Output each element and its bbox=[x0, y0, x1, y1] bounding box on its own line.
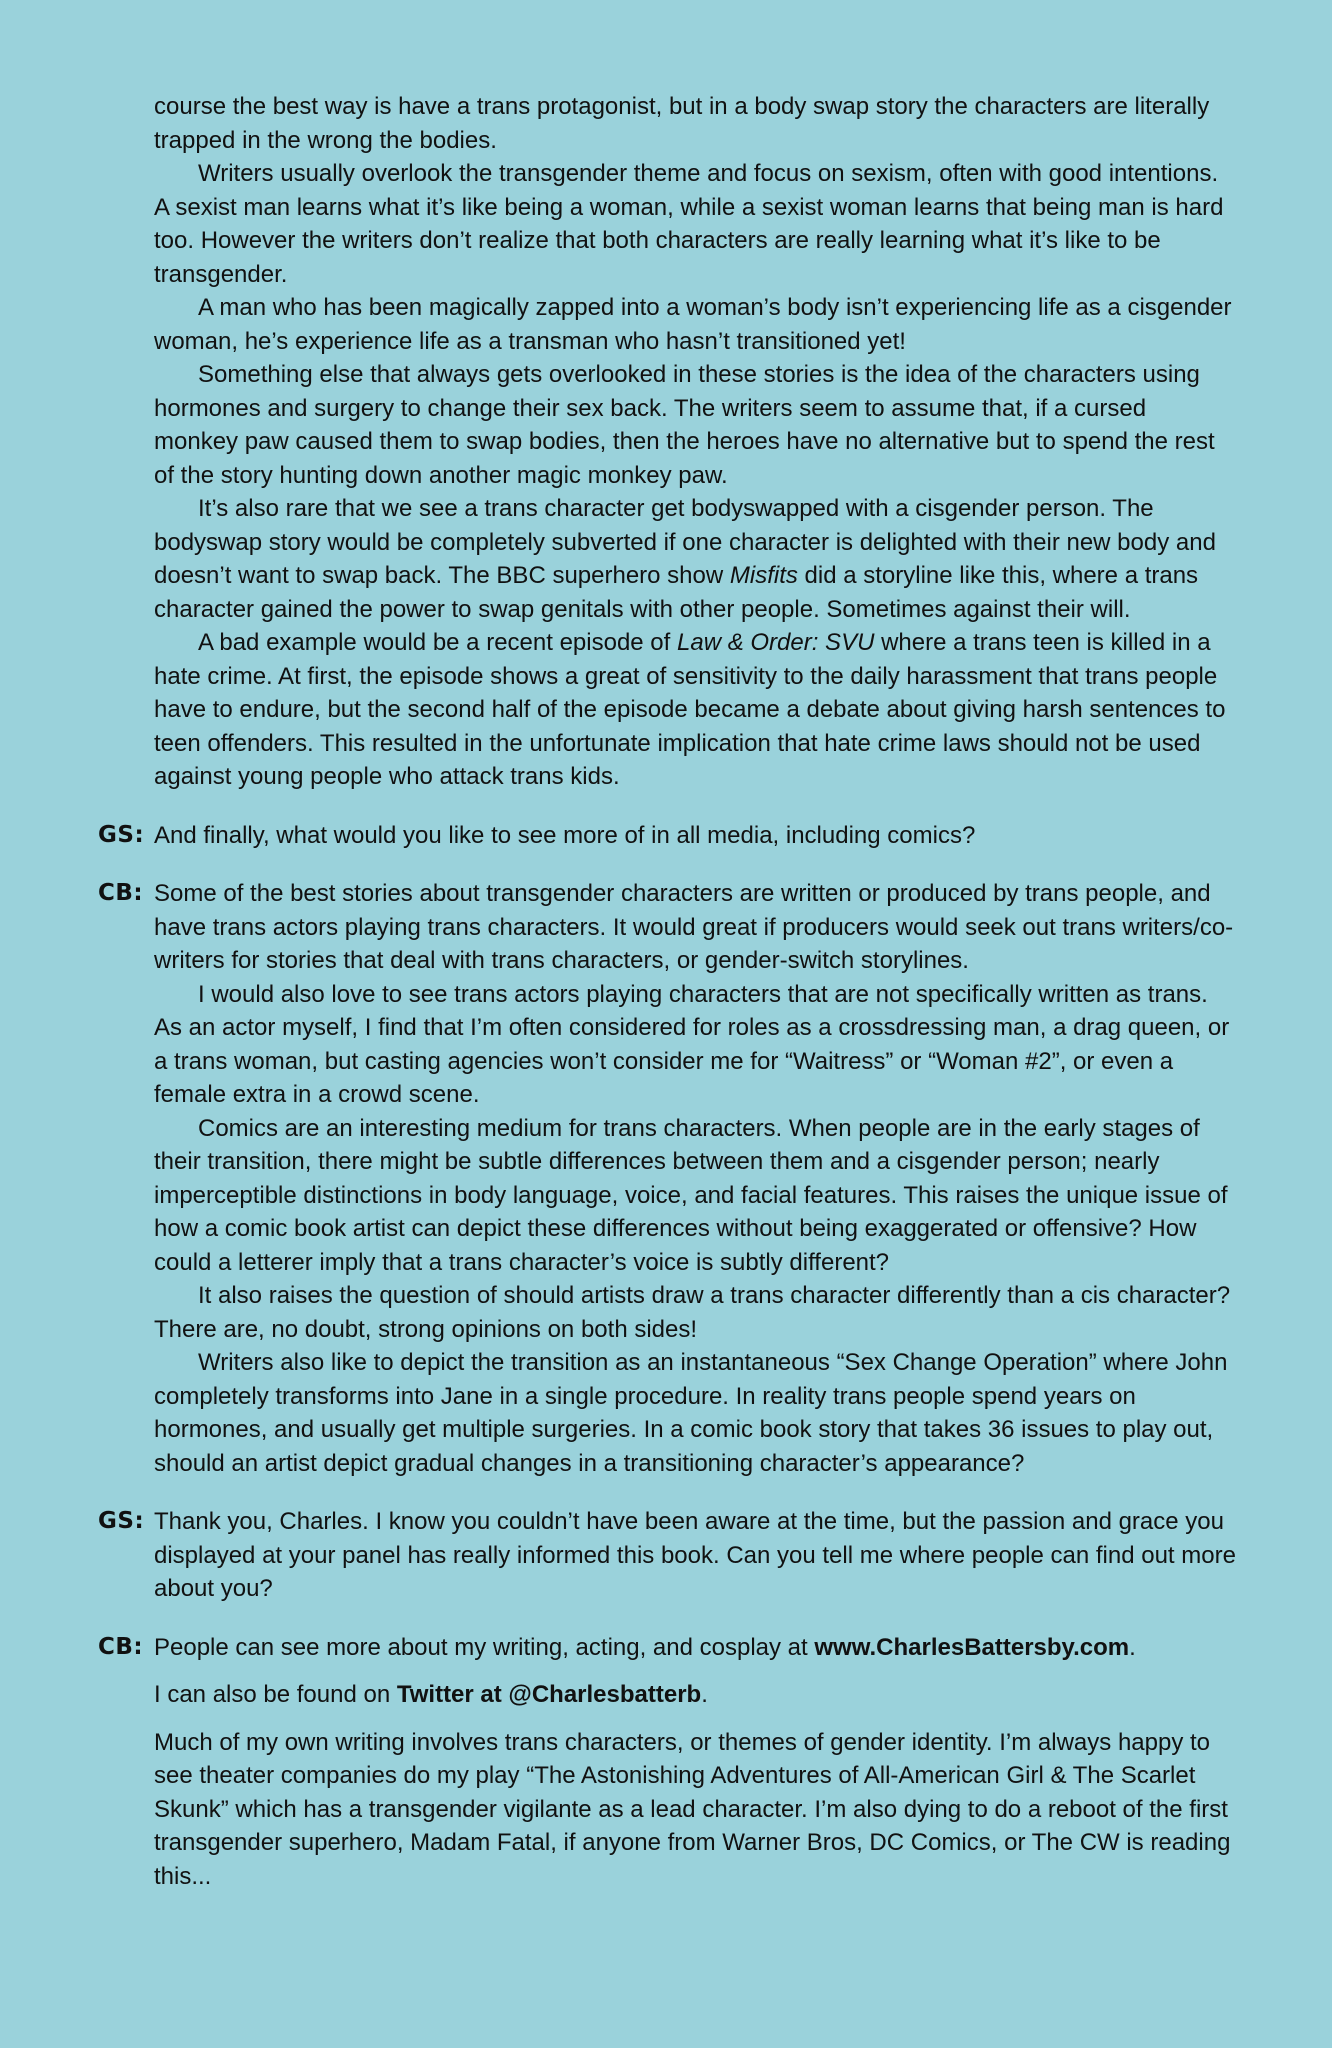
paragraph-text: where a trans teen is killed in a hate crime. At first, the episode shows a great of sensitivity to the daily harassment that trans people have to endure, but the second half of the episode became a debate about giving harsh sentences to teen offenders. This resulted in the unfortunate implication that hate crime laws should not be used against young people who attack trans kids. bbox=[154, 629, 1226, 790]
paragraph: I would also love to see trans actors playing characters that are not specifically written as trans. As an actor myself, I find that I’m often considered for roles as a crossdressing man, a drag queen, or a trans woman, but casting agencies won’t consider me for “Waitress” or “Woman #2”, or even a female extra in a crowd scene. bbox=[154, 980, 1230, 1108]
website-link[interactable]: www.CharlesBattersby.com bbox=[814, 1633, 1130, 1661]
intro-answer-continuation bbox=[0, 90, 1332, 794]
paragraph: course the best way is have a trans protagonist, but in a body swap story the characters are literally trapped in the wrong the bodies. bbox=[154, 93, 1210, 154]
paragraph-text: . bbox=[1129, 1633, 1136, 1661]
show-title: Misfits bbox=[729, 562, 798, 589]
speaker-label: GS: bbox=[98, 1508, 145, 1534]
paragraph-text: It’s also rare that we see a trans character get bodyswapped with a cisgender person. The bodyswap story would be completely subverted if one character is delighted with their new body and doesn’t want to swap back. The BBC superhero show bbox=[154, 495, 1216, 589]
paragraph: Much of my own writing involves trans characters, or themes of gender identity. I’m always happy to see theater companies do my play “The Astonishing Adventures of All-American Girl & The Scarlet Skunk” which has a transgender vigilante as a lead character. I’m also dying to do a reboot of the first transgender superhero, Madam Fatal, if anyone from Warner Bros, DC Comics, or The CW is reading this... bbox=[154, 1728, 1231, 1890]
paragraph-text: did a storyline like this, where a trans character gained the power to swap genitals with other people. Sometimes against their will. bbox=[154, 562, 1199, 623]
question-block bbox=[0, 819, 1332, 853]
paragraph: It also raises the question of should artists draw a trans character differently than a cis character? There are, no doubt, strong opinions on both sides! bbox=[154, 1282, 1231, 1343]
paragraph-text: People can see more about my writing, acting, and cosplay at bbox=[154, 1633, 815, 1661]
paragraph: Comics are an interesting medium for trans characters. When people are in the early stages of their transition, there might be subtle differences between them and a cisgender person; nearly imperceptible distinctions in body language, voice, and facial features. This raises the unique issue of how a comic book artist can depict these differences without being exaggerated or offensive? How could a letterer imply that a trans character’s voice is subtly different? bbox=[154, 1114, 1228, 1276]
paragraph-text: I can also be found on bbox=[154, 1681, 397, 1708]
question-text: And finally, what would you like to see more of in all media, including comics? bbox=[154, 821, 976, 849]
answer-block bbox=[0, 1631, 1332, 1894]
question-block bbox=[0, 1505, 1332, 1606]
paragraph bbox=[154, 492, 1236, 626]
question-text: Thank you, Charles. I know you couldn’t have been aware at the time, but the passion and grace you displayed at your panel has really informed this book. Can you tell me where people can find out more about you? bbox=[154, 1508, 1236, 1602]
paragraph: A man who has been magically zapped into a woman’s body isn’t experiencing life as a cisgender woman, he’s experience life as a transman who hasn’t transitioned yet! bbox=[154, 294, 1232, 355]
twitter-link[interactable]: Twitter at @Charlesbatterb bbox=[396, 1681, 702, 1708]
paragraph-text: A bad example would be a recent episode of bbox=[198, 629, 677, 656]
paragraph bbox=[154, 626, 1236, 794]
paragraph bbox=[154, 1631, 1236, 1665]
paragraph: Something else that always gets overlooked in these stories is the idea of the characters using hormones and surgery to change their sex back. The writers seem to assume that, if a cursed monkey paw caused them to swap bodies, then the heroes have no alternative but to spend the rest of the story hunting down another magic monkey paw. bbox=[154, 361, 1215, 489]
paragraph bbox=[154, 1678, 1236, 1712]
speaker-label: GS: bbox=[98, 821, 145, 848]
paragraph: Some of the best stories about transgender characters are written or produced by trans people, and have trans actors playing trans characters. It would great if producers would seek out trans writers/co-writers for stories that deal with trans characters, or gender-switch storylines. bbox=[154, 880, 1234, 974]
answer-block bbox=[0, 877, 1332, 1480]
speaker-label: CB: bbox=[98, 1633, 144, 1660]
paragraph-text: . bbox=[701, 1681, 708, 1708]
speaker-label: CB: bbox=[98, 880, 144, 906]
paragraph: Writers also like to depict the transition as an instantaneous “Sex Change Operation” where John completely transforms into Jane in a single procedure. In reality trans people spend years on hormones, and usually get multiple surgeries. In a comic book story that takes 36 issues to play out, should an artist depict gradual changes in a transitioning character’s appearance? bbox=[154, 1349, 1228, 1477]
paragraph: Writers usually overlook the transgender theme and focus on sexism, often with good intentions. A sexist man learns what it’s like being a woman, while a sexist woman learns that being man is hard too. However the writers don’t realize that both characters are really learning what it’s like to be transgender. bbox=[154, 160, 1224, 288]
show-title: Law & Order: SVU bbox=[677, 629, 875, 656]
